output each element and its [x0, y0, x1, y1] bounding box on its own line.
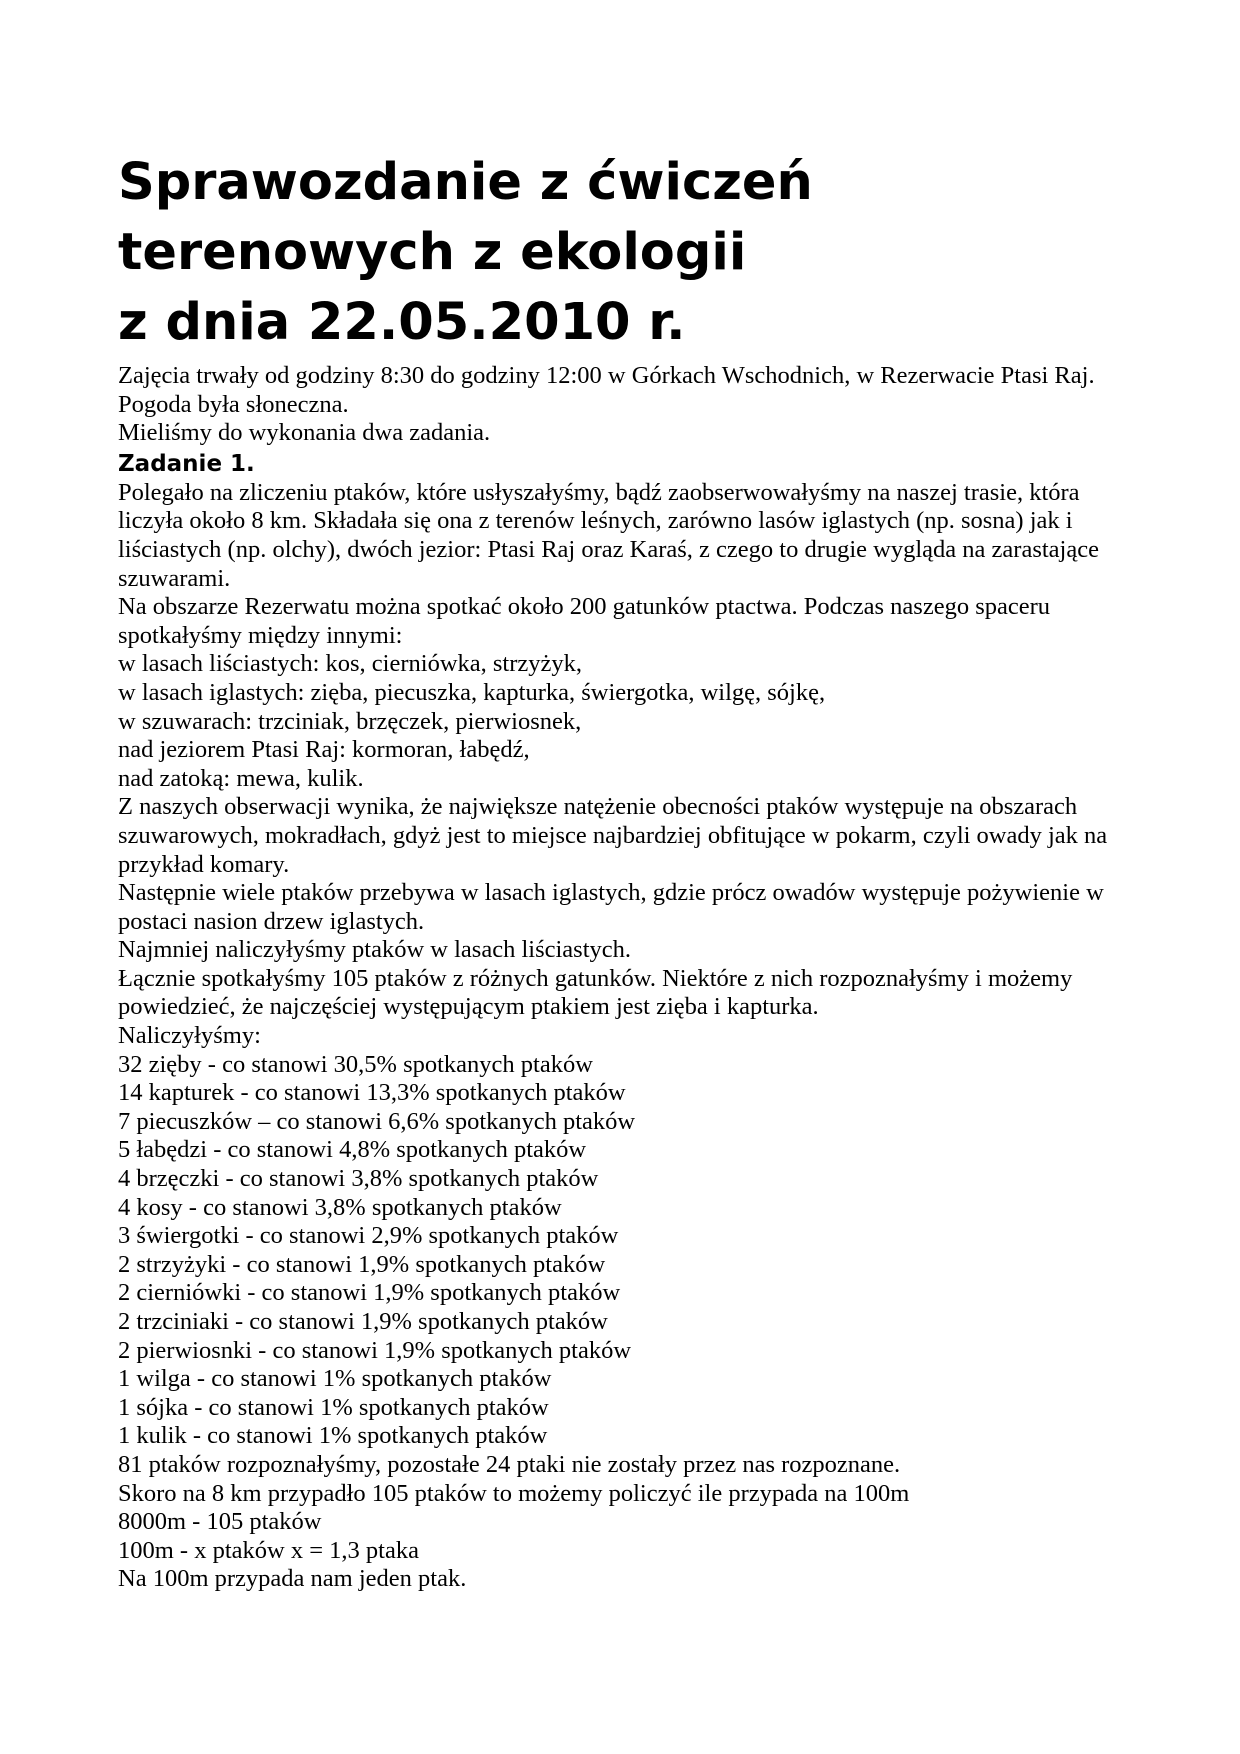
- bird-count-item: 1 sójka - co stanowi 1% spotkanych ptaków: [118, 1393, 549, 1421]
- summary-line: Na 100m przypada nam jeden ptak.: [118, 1565, 467, 1593]
- habitat-line: w szuwarach: trzciniak, brzęczek, pierwiosnek,: [118, 707, 582, 735]
- bird-count-item: 32 zięby - co stanowi 30,5% spotkanych ptaków: [118, 1050, 593, 1078]
- summary-line: 100m - x ptaków x = 1,3 ptaka: [118, 1536, 419, 1564]
- habitat-line: nad jeziorem Ptasi Raj: kormoran, łabędź,: [118, 736, 530, 764]
- body-paragraph: Na obszarze Rezerwatu można spotkać około 200 gatunków ptactwa. Podczas naszego spaceru spotkałyśmy między innymi:: [118, 593, 1051, 649]
- summary-line: Skoro na 8 km przypadło 105 ptaków to możemy policzyć ile przypada na 100m: [118, 1479, 910, 1507]
- title-line: Sprawozdanie z ćwiczeń: [118, 153, 813, 212]
- summary-line: 8000m - 105 ptaków: [118, 1508, 322, 1536]
- intro-paragraph: Mieliśmy do wykonania dwa zadania.: [118, 419, 491, 447]
- summary-line: 81 ptaków rozpoznałyśmy, pozostałe 24 ptaki nie zostały przez nas rozpoznane.: [118, 1450, 901, 1478]
- title-line: terenowych z ekologii: [118, 223, 747, 282]
- observation-paragraph: Łącznie spotkałyśmy 105 ptaków z różnych gatunków. Niektóre z nich rozpoznałyśmy i możemy powiedzieć, że najczęściej występującym ptakiem jest zięba i kapturka.: [118, 964, 1073, 1021]
- habitat-line: w lasach iglastych: zięba, piecuszka, kapturka, świergotka, wilgę, sójkę,: [118, 678, 826, 706]
- bird-count-item: 4 brzęczki - co stanowi 3,8% spotkanych ptaków: [118, 1165, 599, 1193]
- document-title: [118, 148, 1128, 358]
- bird-count-item: 1 kulik - co stanowi 1% spotkanych ptaków: [118, 1422, 548, 1450]
- observation-paragraph: Naliczyłyśmy:: [118, 1022, 261, 1050]
- bird-count-item: 2 strzyżyki - co stanowi 1,9% spotkanych ptaków: [118, 1250, 606, 1278]
- habitat-line: w lasach liściastych: kos, cierniówka, strzyżyk,: [118, 650, 583, 678]
- observation-paragraph: Najmniej naliczyłyśmy ptaków w lasach liściastych.: [118, 936, 632, 964]
- bird-count-item: 5 łabędzi - co stanowi 4,8% spotkanych ptaków: [118, 1136, 587, 1164]
- intro-paragraph: Zajęcia trwały od godziny 8:30 do godziny 12:00 w Górkach Wschodnich, w Rezerwacie Ptasi Raj. Pogoda była słoneczna.: [118, 362, 1095, 418]
- bird-count-list: [118, 1051, 1128, 1451]
- body-paragraph: Polegało na zliczeniu ptaków, które usłyszałyśmy, bądź zaobserwowałyśmy na naszej trasie, która liczyła około 8 km. Składała się ona z terenów leśnych, zarówno lasów iglastych (np. sosna) jak i liściastych (np. olchy), dwóch jezior: Ptasi Raj oraz Karaś, z czego to drugie wygląda na zarastające szuwarami.: [118, 478, 1099, 592]
- bird-count-item: 14 kapturek - co stanowi 13,3% spotkanych ptaków: [118, 1079, 626, 1107]
- observation-paragraph: Z naszych obserwacji wynika, że największe natężenie obecności ptaków występuje na obszarach szuwarowych, mokradłach, gdyż jest to miejsce najbardziej obfitujące w pokarm, czyli owady jak na przykład komary.: [118, 793, 1108, 878]
- section-heading: Zadanie 1.: [118, 450, 255, 477]
- bird-count-item: 1 wilga - co stanowi 1% spotkanych ptaków: [118, 1365, 552, 1393]
- document-content: [118, 148, 1128, 1594]
- bird-count-item: 2 pierwiosnki - co stanowi 1,9% spotkanych ptaków: [118, 1336, 632, 1364]
- bird-count-item: 7 piecuszków – co stanowi 6,6% spotkanych ptaków: [118, 1107, 636, 1135]
- bird-count-item: 3 świergotki - co stanowi 2,9% spotkanych ptaków: [118, 1222, 619, 1250]
- title-line: z dnia 22.05.2010 r.: [118, 293, 686, 352]
- habitat-line: nad zatoką: mewa, kulik.: [118, 764, 364, 792]
- observation-paragraph: Następnie wiele ptaków przebywa w lasach iglastych, gdzie prócz owadów występuje pożywienie w postaci nasion drzew iglastych.: [118, 879, 1104, 935]
- bird-count-item: 2 cierniówki - co stanowi 1,9% spotkanych ptaków: [118, 1279, 621, 1307]
- bird-count-item: 2 trzciniaki - co stanowi 1,9% spotkanych ptaków: [118, 1308, 608, 1335]
- bird-count-item: 4 kosy - co stanowi 3,8% spotkanych ptaków: [118, 1193, 562, 1221]
